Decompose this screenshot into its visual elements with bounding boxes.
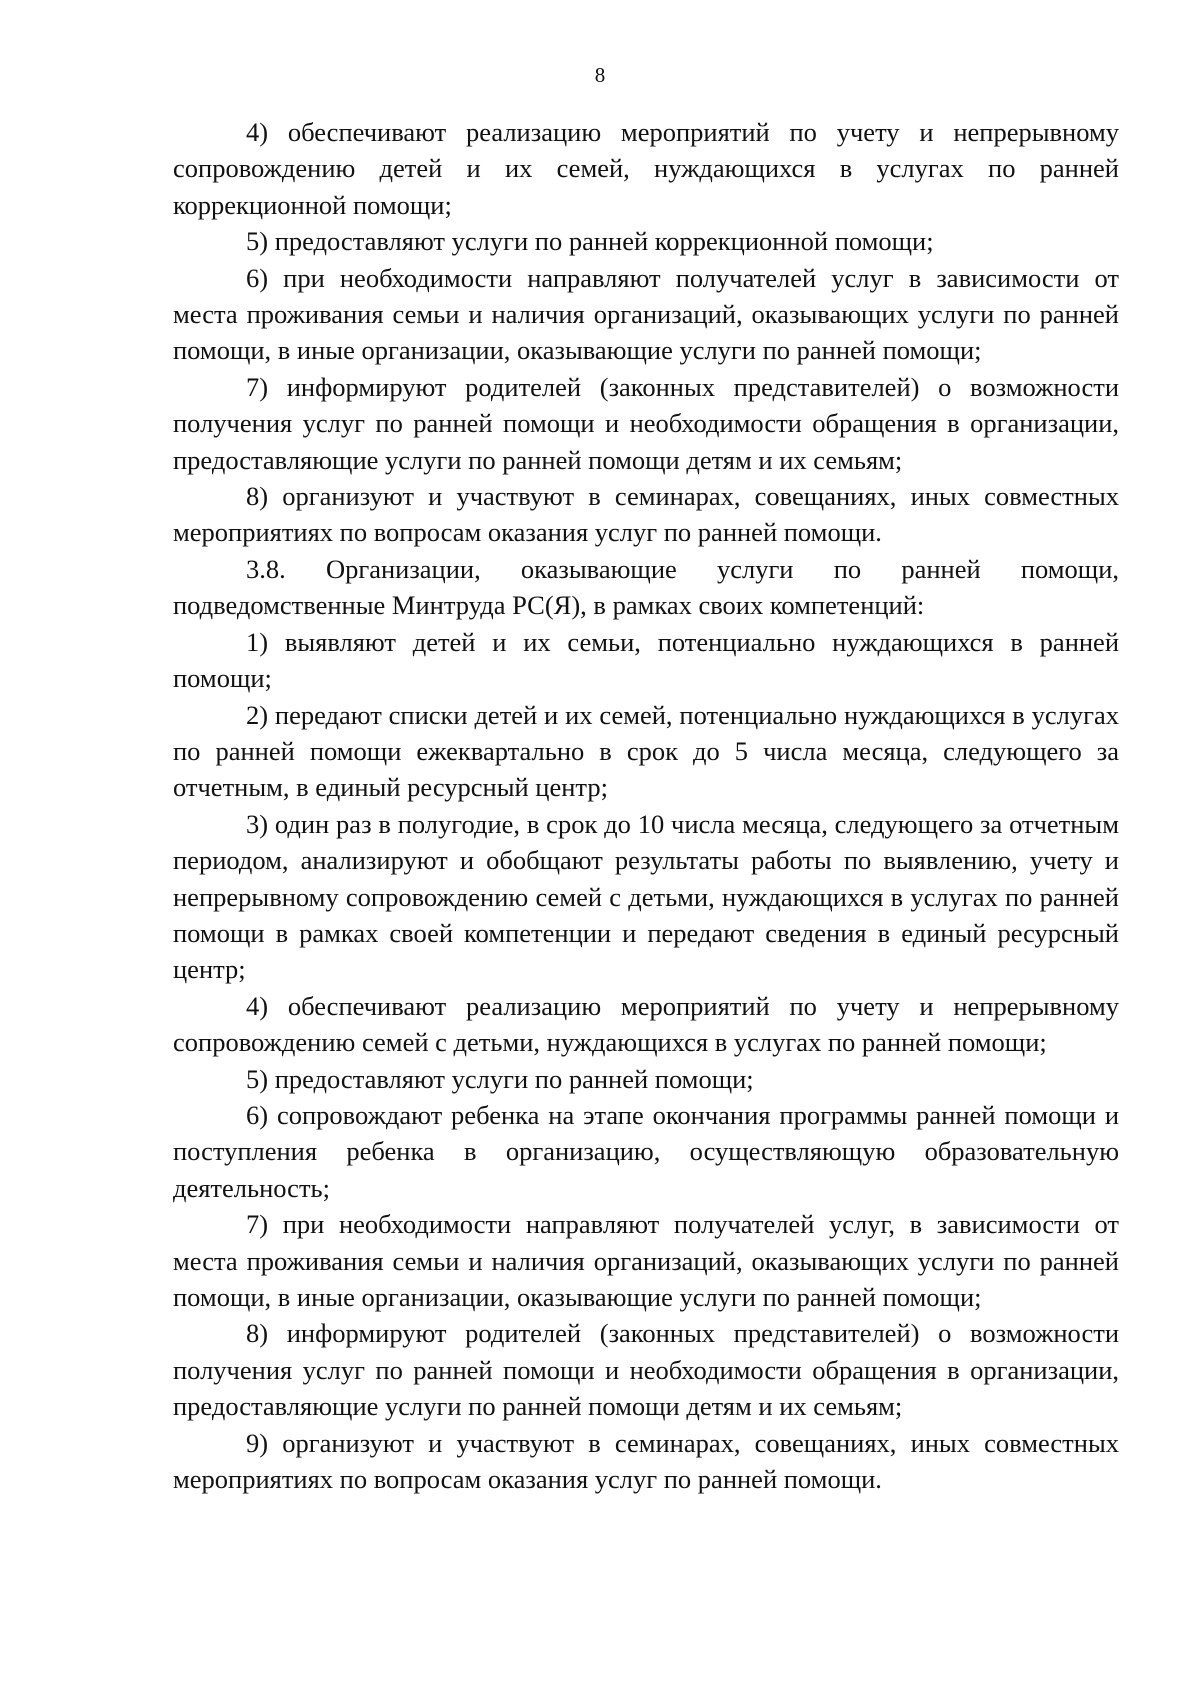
- paragraph-item-3: 3) один раз в полугодие, в срок до 10 числа месяца, следующего за отчетным периодом, анализируют и обобщают результаты работы по выявлению, учету и непрерывному сопровождению семей с детьми, нуждающихся в услугах по ранней помощи в рамках своей компетенции и передают сведения в единый ресурсный центр;: [173, 808, 1119, 985]
- paragraph-item-6-corrective: 6) при необходимости направляют получателей услуг в зависимости от места проживания семьи и наличия организаций, оказывающих услуги по ранней помощи, в иные организации, оказывающие услуги по ранней помощи;: [173, 262, 1119, 366]
- paragraph-item-1: 1) выявляют детей и их семьи, потенциально нуждающихся в ранней помощи;: [173, 626, 1119, 694]
- paragraph-item-4-corrective: 4) обеспечивают реализацию мероприятий по учету и непрерывному сопровождению детей и их семей, нуждающихся в услугах по ранней коррекционной помощи;: [173, 117, 1119, 220]
- paragraph-item-7: 7) при необходимости направляют получателей услуг, в зависимости от места проживания семьи и наличия организаций, оказывающих услуги по ранней помощи, в иные организации, оказывающие услуги по ранней помощи;: [173, 1209, 1119, 1312]
- page-number: 8: [594, 63, 606, 87]
- paragraph-item-4: 4) обеспечивают реализацию мероприятий по учету и непрерывному сопровождению семей с детьми, нуждающихся в услугах по ранней помощи;: [173, 990, 1119, 1058]
- paragraph-item-5-corrective: 5) предоставляют услуги по ранней коррекционной помощи;: [246, 226, 934, 257]
- paragraph-item-2: 2) передают списки детей и их семей, потенциально нуждающихся в услугах по ранней помощи ежеквартально в срок до 5 числа месяца, следующего за отчетным, в единый ресурсный центр;: [173, 699, 1119, 803]
- document-body: [173, 114, 1119, 1497]
- paragraph-item-6: 6) сопровождают ребенка на этапе окончания программы ранней помощи и поступления ребенка в организацию, осуществляющую образовательную деятельность;: [173, 1099, 1119, 1203]
- paragraph-item-9: 9) организуют и участвуют в семинарах, совещаниях, иных совместных мероприятиях по вопросам оказания услуг по ранней помощи.: [173, 1427, 1119, 1495]
- paragraph-item-5: 5) предоставляют услуги по ранней помощи;: [246, 1063, 754, 1094]
- paragraph-item-8-corrective: 8) организуют и участвуют в семинарах, совещаниях, иных совместных мероприятиях по вопросам оказания услуг по ранней помощи.: [173, 481, 1119, 548]
- paragraph-item-8: 8) информируют родителей (законных представителей) о возможности получения услуг по ранней помощи и необходимости обращения в организации, предоставляющие услуги по ранней помощи детям и их семьям;: [173, 1318, 1119, 1422]
- paragraph-item-7-corrective: 7) информируют родителей (законных представителей) о возможности получения услуг по ранней помощи и необходимости обращения в организации, предоставляющие услуги по ранней помощи детям и их семьям;: [173, 371, 1119, 475]
- section-3-8-heading: 3.8. Организации, оказывающие услуги по ранней помощи, подведомственные Минтруда РС(Я), в рамках своих компетенций:: [173, 553, 1119, 621]
